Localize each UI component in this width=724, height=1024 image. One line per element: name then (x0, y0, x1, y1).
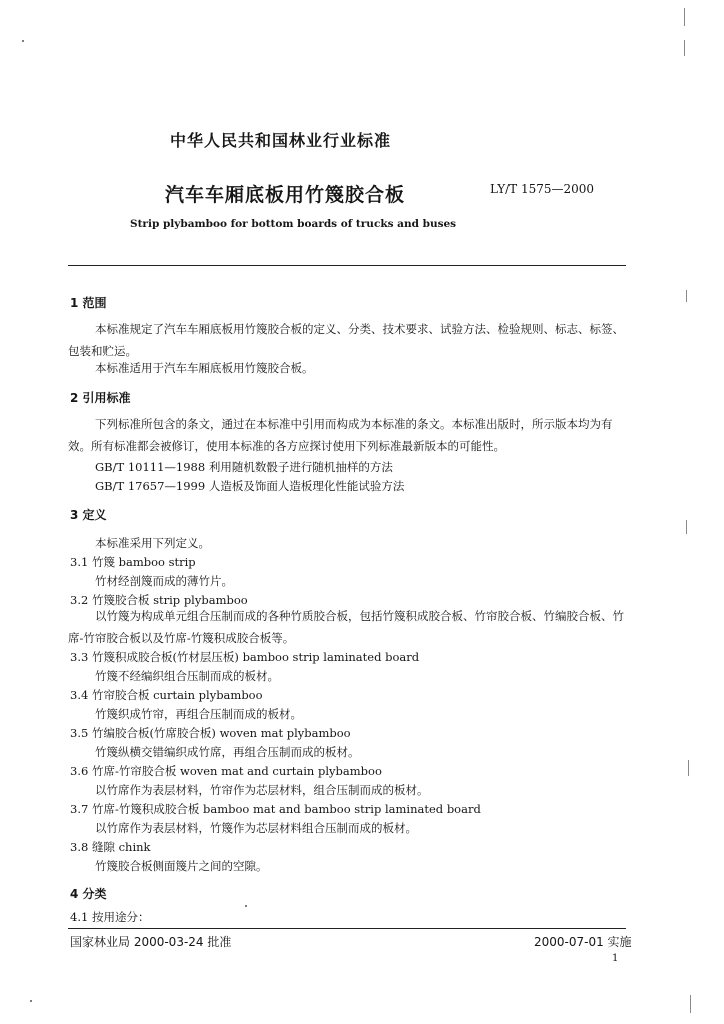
definition-3-4-term: 3.4 竹帘胶合板 curtain plybamboo (70, 688, 263, 702)
implementation-date: 2000-07-01 实施 (534, 935, 632, 949)
definition-3-1-term: 3.1 竹篾 bamboo strip (70, 555, 196, 569)
page-number: 1 (612, 953, 619, 964)
section-1-paragraph-2: 本标准适用于汽车车厢底板用竹篾胶合板。 (95, 361, 314, 375)
definition-3-8-term: 3.8 缝隙 chink (70, 840, 151, 854)
scan-edge-mark (684, 8, 685, 26)
section-2-heading: 2 引用标准 (70, 391, 131, 405)
section-3-heading: 3 定义 (70, 508, 107, 522)
approval-date: 国家林业局 2000-03-24 批准 (70, 935, 232, 949)
issuing-authority: 中华人民共和国林业行业标准 (170, 131, 392, 150)
section-1-heading: 1 范围 (70, 296, 107, 310)
definition-3-2-text: 以竹篾为构成单元组合压制而成的各种竹质胶合板，包括竹篾积成胶合板、竹帘胶合板、竹编胶合板、竹席-竹帘胶合板以及竹席-竹篾积成胶合板等。 (68, 609, 624, 645)
definition-3-6-term: 3.6 竹席-竹帘胶合板 woven mat and curtain plybamboo (70, 764, 382, 778)
scan-edge-mark (686, 520, 687, 534)
scan-speck (30, 1000, 32, 1002)
definition-3-7-term: 3.7 竹席-竹篾积成胶合板 bamboo mat and bamboo strip laminated board (70, 802, 481, 816)
section-2-paragraph-1: 下列标准所包含的条文，通过在本标准中引用而构成为本标准的条文。本标准出版时，所示版本均为有效。所有标准都会被修订，使用本标准的各方应探讨使用下列标准最新版本的可能性。 (68, 417, 613, 453)
standard-title-en: Strip plybamboo for bottom boards of trucks and buses (130, 218, 457, 230)
scan-speck (22, 40, 24, 42)
definition-3-7-text: 以竹席作为表层材料，竹篾作为芯层材料组合压制而成的板材。 (95, 821, 417, 835)
definition-3-5-text: 竹篾纵横交错编织成竹席，再组合压制而成的板材。 (95, 745, 360, 759)
reference-2: GB/T 17657—1999 人造板及饰面人造板理化性能试验方法 (95, 479, 405, 493)
definition-3-8-text: 竹篾胶合板侧面篾片之间的空隙。 (95, 859, 268, 873)
scan-edge-mark (688, 760, 689, 776)
section-3-intro: 本标准采用下列定义。 (95, 536, 210, 550)
standard-number: LY/T 1575—2000 (490, 182, 595, 196)
reference-1: GB/T 10111—1988 利用随机数骰子进行随机抽样的方法 (95, 460, 393, 474)
definition-3-2-term: 3.2 竹篾胶合板 strip plybamboo (70, 593, 248, 607)
definition-3-1-text: 竹材经剖篾而成的薄竹片。 (95, 574, 233, 588)
definition-3-3-text: 竹篾不经编织组合压制而成的板材。 (95, 669, 279, 683)
scan-edge-mark (690, 995, 691, 1013)
section-4-heading: 4 分类 (70, 887, 107, 901)
definition-3-3-term: 3.3 竹篾积成胶合板(竹材层压板) bamboo strip laminated board (70, 650, 420, 664)
standard-title-cn: 汽车车厢底板用竹篾胶合板 (165, 184, 406, 206)
footer-divider (68, 928, 626, 929)
definition-3-6-text: 以竹席作为表层材料，竹帘作为芯层材料，组合压制而成的板材。 (95, 783, 429, 797)
scan-speck (245, 905, 247, 907)
definition-3-5-term: 3.5 竹编胶合板(竹席胶合板) woven mat plybamboo (70, 726, 351, 740)
scan-edge-mark (684, 40, 685, 56)
header-divider (68, 265, 626, 266)
scan-edge-mark (686, 290, 687, 302)
section-1-paragraph-1: 本标准规定了汽车车厢底板用竹篾胶合板的定义、分类、技术要求、试验方法、检验规则、标志、标签、包装和贮运。 (68, 322, 624, 358)
definition-3-4-text: 竹篾织成竹帘，再组合压制而成的板材。 (95, 707, 302, 721)
clause-4-1: 4.1 按用途分： (70, 910, 150, 924)
